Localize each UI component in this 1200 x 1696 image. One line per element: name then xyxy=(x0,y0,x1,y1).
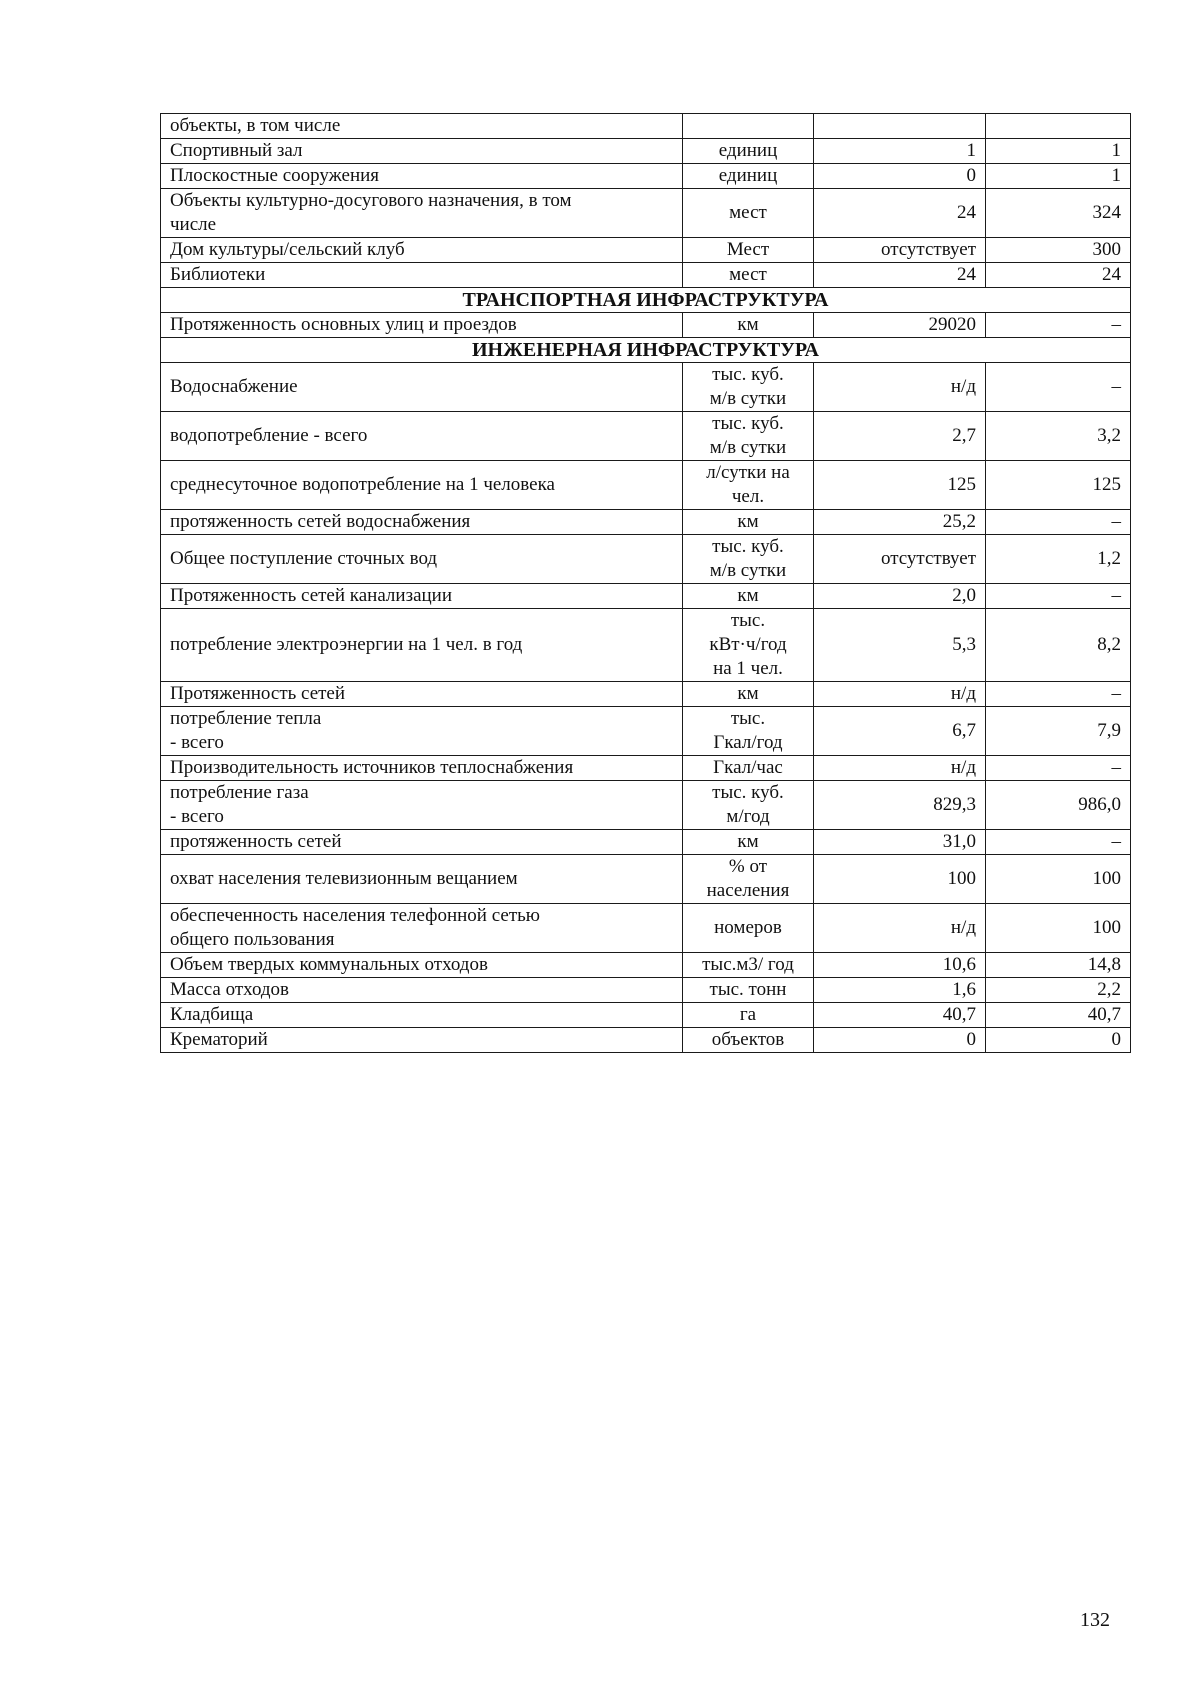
indicator-cell: Водоснабжение xyxy=(161,363,683,412)
infrastructure-table xyxy=(160,113,1131,1053)
indicator-cell: Объекты культурно-досугового назначения, в том числе xyxy=(161,189,683,238)
value-projected-cell: 986,0 xyxy=(986,781,1131,830)
section-header-row xyxy=(161,338,1131,363)
unit-cell: мест xyxy=(683,263,814,288)
value-projected-cell: 1 xyxy=(986,139,1131,164)
unit-cell: тыс. куб. м/год xyxy=(683,781,814,830)
unit-cell: тыс. куб. м/в сутки xyxy=(683,363,814,412)
table-row xyxy=(161,584,1131,609)
table-row xyxy=(161,781,1131,830)
value-current-cell: 1,6 xyxy=(814,978,986,1003)
indicator-cell: обеспеченность населения телефонной сетью общего пользования xyxy=(161,904,683,953)
value-projected-cell: – xyxy=(986,313,1131,338)
indicator-cell: потребление электроэнергии на 1 чел. в год xyxy=(161,609,683,682)
table-row xyxy=(161,1028,1131,1053)
value-projected-cell: – xyxy=(986,510,1131,535)
section-header-row xyxy=(161,288,1131,313)
value-projected-cell: – xyxy=(986,682,1131,707)
table-row xyxy=(161,238,1131,263)
value-projected-cell: 324 xyxy=(986,189,1131,238)
table-row xyxy=(161,904,1131,953)
unit-cell: единиц xyxy=(683,164,814,189)
indicator-cell: Дом культуры/сельский клуб xyxy=(161,238,683,263)
unit-cell: тыс. Гкал/год xyxy=(683,707,814,756)
value-current-cell: н/д xyxy=(814,363,986,412)
value-current-cell: 29020 xyxy=(814,313,986,338)
unit-cell: км xyxy=(683,313,814,338)
value-projected-cell: 125 xyxy=(986,461,1131,510)
value-current-cell: отсутствует xyxy=(814,535,986,584)
indicator-cell: среднесуточное водопотребление на 1 человека xyxy=(161,461,683,510)
indicator-cell: потребление тепла - всего xyxy=(161,707,683,756)
indicator-cell: Протяженность сетей канализации xyxy=(161,584,683,609)
value-current-cell: 0 xyxy=(814,1028,986,1053)
table-row xyxy=(161,139,1131,164)
value-projected-cell: – xyxy=(986,830,1131,855)
unit-cell: га xyxy=(683,1003,814,1028)
value-current-cell: 5,3 xyxy=(814,609,986,682)
value-current-cell: 125 xyxy=(814,461,986,510)
value-current-cell: н/д xyxy=(814,904,986,953)
table-row xyxy=(161,263,1131,288)
value-projected-cell: 100 xyxy=(986,855,1131,904)
table-row xyxy=(161,461,1131,510)
value-current-cell: 25,2 xyxy=(814,510,986,535)
indicator-cell: Протяженность основных улиц и проездов xyxy=(161,313,683,338)
unit-cell: Мест xyxy=(683,238,814,263)
indicator-cell: потребление газа - всего xyxy=(161,781,683,830)
table-body xyxy=(161,114,1131,1053)
value-projected-cell: 14,8 xyxy=(986,953,1131,978)
unit-cell: тыс.м3/ год xyxy=(683,953,814,978)
value-projected-cell: 1,2 xyxy=(986,535,1131,584)
value-projected-cell: 2,2 xyxy=(986,978,1131,1003)
value-projected-cell: 1 xyxy=(986,164,1131,189)
value-projected-cell xyxy=(986,114,1131,139)
indicator-cell: протяженность сетей xyxy=(161,830,683,855)
table-row xyxy=(161,855,1131,904)
value-current-cell: 1 xyxy=(814,139,986,164)
table-row xyxy=(161,756,1131,781)
value-projected-cell: 24 xyxy=(986,263,1131,288)
value-current-cell: 2,7 xyxy=(814,412,986,461)
table-row xyxy=(161,978,1131,1003)
indicator-cell: Производительность источников теплоснабжения xyxy=(161,756,683,781)
indicator-cell: объекты, в том числе xyxy=(161,114,683,139)
table-row xyxy=(161,609,1131,682)
unit-cell xyxy=(683,114,814,139)
unit-cell: тыс. кВт·ч/год на 1 чел. xyxy=(683,609,814,682)
value-current-cell: 100 xyxy=(814,855,986,904)
indicator-cell: Библиотеки xyxy=(161,263,683,288)
value-current-cell: 40,7 xyxy=(814,1003,986,1028)
unit-cell: км xyxy=(683,510,814,535)
value-projected-cell: – xyxy=(986,756,1131,781)
value-current-cell: н/д xyxy=(814,682,986,707)
value-projected-cell: 0 xyxy=(986,1028,1131,1053)
value-current-cell: 829,3 xyxy=(814,781,986,830)
page-number: 132 xyxy=(1080,1609,1110,1631)
unit-cell: номеров xyxy=(683,904,814,953)
value-current-cell: 10,6 xyxy=(814,953,986,978)
table-row xyxy=(161,510,1131,535)
value-projected-cell: 3,2 xyxy=(986,412,1131,461)
value-projected-cell: 100 xyxy=(986,904,1131,953)
indicator-cell: Объем твердых коммунальных отходов xyxy=(161,953,683,978)
value-current-cell xyxy=(814,114,986,139)
unit-cell: % от населения xyxy=(683,855,814,904)
table-row xyxy=(161,412,1131,461)
indicator-cell: Масса отходов xyxy=(161,978,683,1003)
unit-cell: км xyxy=(683,830,814,855)
unit-cell: км xyxy=(683,682,814,707)
value-current-cell: отсутствует xyxy=(814,238,986,263)
indicator-cell: охват населения телевизионным вещанием xyxy=(161,855,683,904)
unit-cell: объектов xyxy=(683,1028,814,1053)
value-projected-cell: 300 xyxy=(986,238,1131,263)
table-row xyxy=(161,535,1131,584)
value-projected-cell: – xyxy=(986,584,1131,609)
value-projected-cell: 40,7 xyxy=(986,1003,1131,1028)
table-row xyxy=(161,1003,1131,1028)
unit-cell: единиц xyxy=(683,139,814,164)
indicator-cell: Крематорий xyxy=(161,1028,683,1053)
unit-cell: тыс. куб. м/в сутки xyxy=(683,412,814,461)
indicator-cell: Протяженность сетей xyxy=(161,682,683,707)
table-row xyxy=(161,682,1131,707)
section-title: ТРАНСПОРТНАЯ ИНФРАСТРУКТУРА xyxy=(161,288,1131,313)
table-row xyxy=(161,164,1131,189)
indicator-cell: Спортивный зал xyxy=(161,139,683,164)
value-current-cell: 24 xyxy=(814,189,986,238)
value-current-cell: 0 xyxy=(814,164,986,189)
indicator-cell: водопотребление - всего xyxy=(161,412,683,461)
value-projected-cell: – xyxy=(986,363,1131,412)
value-current-cell: 2,0 xyxy=(814,584,986,609)
indicator-cell: Кладбища xyxy=(161,1003,683,1028)
indicator-cell: Плоскостные сооружения xyxy=(161,164,683,189)
table-row xyxy=(161,313,1131,338)
unit-cell: тыс. тонн xyxy=(683,978,814,1003)
table-row xyxy=(161,707,1131,756)
unit-cell: л/сутки на чел. xyxy=(683,461,814,510)
unit-cell: мест xyxy=(683,189,814,238)
value-current-cell: 24 xyxy=(814,263,986,288)
unit-cell: Гкал/час xyxy=(683,756,814,781)
indicator-cell: протяженность сетей водоснабжения xyxy=(161,510,683,535)
unit-cell: км xyxy=(683,584,814,609)
value-projected-cell: 7,9 xyxy=(986,707,1131,756)
value-projected-cell: 8,2 xyxy=(986,609,1131,682)
section-title: ИНЖЕНЕРНАЯ ИНФРАСТРУКТУРА xyxy=(161,338,1131,363)
unit-cell: тыс. куб. м/в сутки xyxy=(683,535,814,584)
indicator-cell: Общее поступление сточных вод xyxy=(161,535,683,584)
value-current-cell: 31,0 xyxy=(814,830,986,855)
value-current-cell: 6,7 xyxy=(814,707,986,756)
table-row xyxy=(161,363,1131,412)
table-row xyxy=(161,830,1131,855)
table-row xyxy=(161,114,1131,139)
table-row xyxy=(161,189,1131,238)
value-current-cell: н/д xyxy=(814,756,986,781)
table-row xyxy=(161,953,1131,978)
